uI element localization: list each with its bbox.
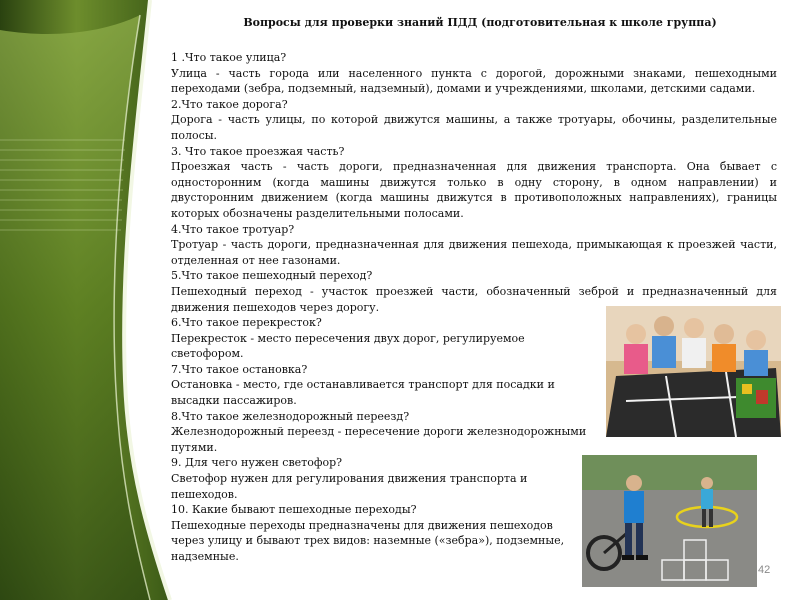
answer-1: Улица - часть города или населенного пункта с дорогой, дорожными знаками, пешеходными переходами (зебра, подземный, надземный), домами и учреждениями, школами, детскими садами. bbox=[171, 66, 777, 96]
question-8: 8.Что такое железнодорожный переезд? bbox=[171, 409, 410, 423]
question-2: 2.Что такое дорога? bbox=[171, 97, 288, 111]
answer-9: Светофор нужен для регулирования движения транспорта и пешеходов. bbox=[171, 472, 528, 501]
answer-3: Проезжая часть - часть дороги, предназначенная для движения транспорта. Она бывает с односторонним (когда машины движутся только в одну сторону, в одном направлении) и двусторонним движением (когда машины движутся в противоположных направлениях), границы которых обозначены разделительными полосами. bbox=[171, 160, 777, 220]
answer-6: Перекресток - место пересечения двух дорог, регулируемое светофором. bbox=[171, 331, 525, 361]
answer-2: Дорога - часть улицы, по которой движутся машины, а также тротуары, обочины, разделительные полосы. bbox=[171, 113, 777, 142]
question-10: 10. Какие бывают пешеходные переходы? bbox=[171, 503, 417, 517]
answer-5: Пешеходный переход - участок проезжей части, обозначенный зеброй и предназначенный для движения пешеходов через дорогу. bbox=[171, 284, 777, 314]
question-9: 9. Для чего нужен светофор? bbox=[171, 456, 343, 470]
decorative-side-panel bbox=[0, 0, 185, 600]
photo-children-traffic-mat bbox=[606, 306, 781, 437]
question-3: 3. Что такое проезжая часть? bbox=[171, 144, 345, 158]
question-5: 5.Что такое пешеходный переход? bbox=[171, 269, 373, 283]
question-6: 6.Что такое перекресток? bbox=[171, 316, 322, 330]
answer-8: Железнодорожный переезд - пересечение дороги железнодорожными путями. bbox=[171, 425, 587, 454]
answer-10: Пешеходные переходы предназначены для движения пешеходов через улицу и бывают трех видов: наземные («зебра»), подземные, надземные. bbox=[171, 518, 565, 563]
answer-7: Остановка - место, где останавливается транспорт для посадки и высадки пассажиров. bbox=[171, 378, 555, 408]
question-4: 4.Что такое тротуар? bbox=[171, 222, 295, 236]
answer-4: Тротуар - часть дороги, предназначенная для движения пешехода, примыкающая к проезжей части, отделенная от нее газонами. bbox=[171, 238, 777, 267]
page-number: 42 bbox=[758, 564, 771, 576]
question-7: 7.Что такое остановка? bbox=[171, 362, 308, 376]
page-title: Вопросы для проверки знаний ПДД (подготовительная к школе группа) bbox=[243, 16, 717, 29]
question-1: 1 .Что такое улица? bbox=[171, 51, 287, 64]
photo-boy-bicycle-playground bbox=[582, 455, 757, 587]
